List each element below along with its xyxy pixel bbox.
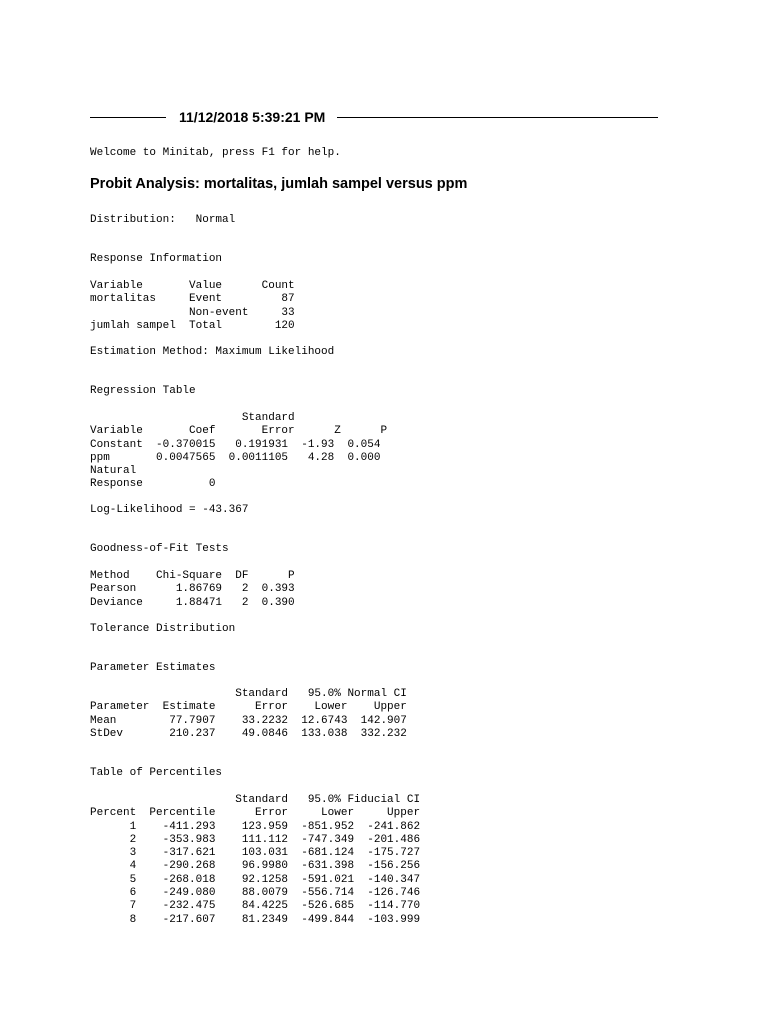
header-rule-left [90, 117, 166, 118]
parameter-estimates-heading: Parameter Estimates [90, 662, 216, 674]
parameter-estimates-table: Standard 95.0% Normal CI Parameter Estimate Error Lower Upper Mean 77.7907 33.2232 12.6743 142.907 StDev 210.237 49.0846 133.038 332.232 [90, 688, 407, 740]
regression-heading: Regression Table [90, 385, 196, 397]
percentiles-table: Standard 95.0% Fiducial CI Percent Percentile Error Lower Upper 1 -411.293 123.959 -851.952 -241.862 2 -353.983 111.112 -747.349 -201.486 3 -317.621 103.031 -681.124 -175.727 4 -290.268 96.9980 -631.398 -156.256 5 -268.018 92.1258 -591.021 -140.347 6 -249.080 88.0079 -556.714 -126.746 7 -232.475 84.4225 -526.685 -114.770 8 -217.607 81.2349 -499.844 -103.999 [90, 794, 421, 926]
page-title: Probit Analysis: mortalitas, jumlah sampel versus ppm [90, 176, 468, 192]
tolerance-heading: Tolerance Distribution [90, 623, 236, 635]
estimation-method: Estimation Method: Maximum Likelihood [90, 346, 335, 358]
goodness-of-fit-table: Method Chi-Square DF P Pearson 1.86769 2 0.393 Deviance 1.88471 2 0.390 [90, 570, 295, 609]
response-info-heading: Response Information [90, 253, 223, 265]
distribution-line: Distribution: Normal [90, 214, 236, 226]
percentiles-heading: Table of Percentiles [90, 767, 223, 779]
regression-table: Standard Variable Coef Error Z P Constant -0.370015 0.191931 -1.93 0.054 ppm 0.0047565 0.0011105 4.28 0.000 Natural Response 0 [90, 412, 388, 491]
goodness-of-fit-heading: Goodness-of-Fit Tests [90, 543, 229, 555]
session-header [90, 108, 658, 126]
log-likelihood: Log-Likelihood = -43.367 [90, 504, 249, 516]
response-info-table: Variable Value Count mortalitas Event 87 Non-event 33 jumlah sampel Total 120 [90, 280, 295, 332]
welcome-message: Welcome to Minitab, press F1 for help. [90, 147, 341, 159]
header-rule-right [337, 117, 658, 118]
session-datetime: 11/12/2018 5:39:21 PM [179, 109, 326, 125]
